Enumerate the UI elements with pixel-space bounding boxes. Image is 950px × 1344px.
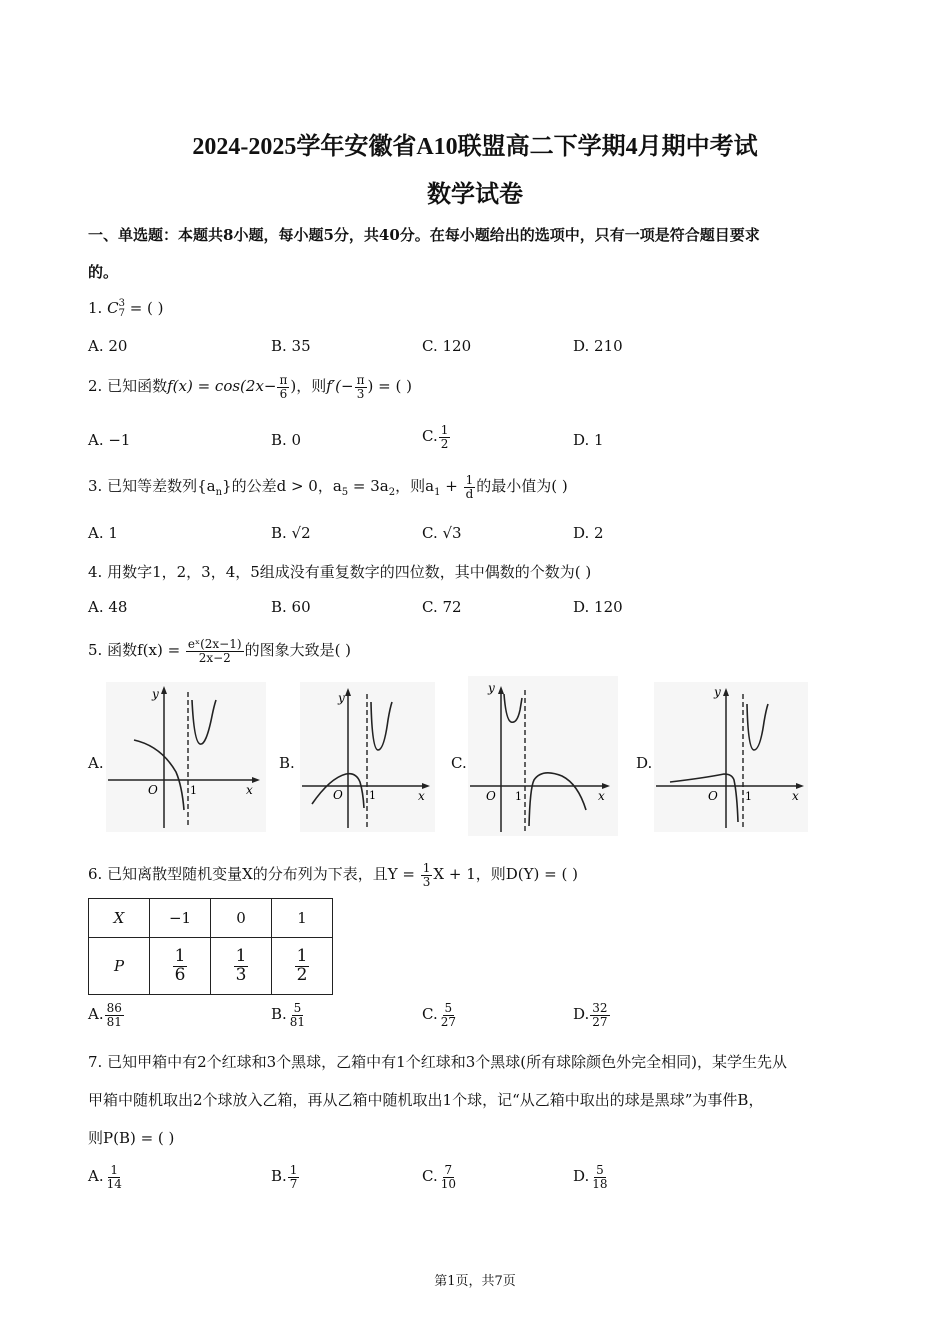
q6-option-c[interactable]: C. $\frac{5}{27}$	[422, 1001, 456, 1029]
q4-option-b[interactable]: B. 60	[271, 598, 311, 616]
q7-option-d[interactable]: D. $\frac{5}{18}$	[573, 1163, 608, 1191]
q1-option-d[interactable]: D. 210	[573, 337, 623, 355]
section-heading-line2: 的。	[88, 263, 119, 281]
graph-a-origin-label: O	[148, 783, 158, 797]
page-title: 2024-2025学年安徽省A10联盟高二下学期4月期中考试	[192, 134, 758, 160]
q6-option-a[interactable]: A. $\frac{86}{81}$	[88, 1001, 122, 1029]
table-header-value: 0	[211, 899, 272, 938]
graph-b	[300, 682, 435, 832]
graph-b-y-label: y	[338, 691, 345, 705]
question-5: 5. 函数f(x) = $\frac{\text{eˣ(2x−1)}}{2x-2}$ 的图象大致是( )	[88, 637, 352, 665]
q6-option-d[interactable]: D. $\frac{32}{27}$	[573, 1001, 608, 1029]
question-7-line2: 甲箱中随机取出2个球放入乙箱，再从乙箱中随机取出1个球，记“从乙箱中取出的球是黑球”为事件B，	[88, 1091, 764, 1109]
graph-c	[468, 676, 618, 836]
table-header-value: 1	[272, 899, 333, 938]
question-3: 3. 已知等差数列$\{a_n\}$的公差d > 0，$a_5 = 3a_2$，则$a_1$ + $\frac{1}{d}$ 的最小值为( )	[88, 473, 568, 501]
q4-option-a[interactable]: A. 48	[88, 598, 128, 616]
graph-c-y-label: y	[488, 681, 495, 695]
graph-a-x-label: x	[246, 783, 253, 797]
graph-a-one-label: 1	[190, 784, 197, 797]
q5-option-c[interactable]: C.	[451, 754, 467, 772]
section-heading-line1: 一、单选题：本题共8小题，每小题5分，共40分。在每小题给出的选项中，只有一项是符合题目要求	[88, 226, 760, 244]
graph-d-y-label: y	[714, 685, 721, 699]
table-cell: $\frac{1}{2}$	[272, 938, 333, 995]
page-subtitle: 数学试卷	[427, 182, 523, 208]
q3-option-a[interactable]: A. 1	[88, 524, 118, 542]
q2-option-c[interactable]: C. $\frac{1}{2}$	[422, 423, 449, 451]
question-2: 2. 已知函数f(x) = cos(2x− $\frac{\pi}{6}$ )，则f′(− $\frac{\pi}{3}$ ) = ( )	[88, 373, 412, 401]
graph-b-x-label: x	[418, 789, 425, 803]
graph-c-one-label: 1	[515, 790, 522, 803]
graph-b-origin-label: O	[333, 788, 343, 802]
q5-option-a[interactable]: A.	[88, 754, 104, 772]
q7-option-b[interactable]: B. $\frac{1}{7}$	[271, 1163, 298, 1191]
q1-option-a[interactable]: A. 20	[88, 337, 128, 355]
graph-d-origin-label: O	[708, 789, 718, 803]
graph-b-one-label: 1	[369, 789, 376, 802]
graph-d-x-label: x	[792, 789, 799, 803]
graph-c-origin-label: O	[486, 789, 496, 803]
table-header-x: X	[89, 899, 150, 938]
q7-option-a[interactable]: A. $\frac{1}{14}$	[88, 1163, 122, 1191]
question-6: 6. 已知离散型随机变量X的分布列为下表，且Y = $\frac{1}{3}$ X + 1，则D(Y) = ( )	[88, 861, 578, 889]
table-cell: $\frac{1}{3}$	[211, 938, 272, 995]
graph-c-x-label: x	[598, 789, 605, 803]
q7-option-c[interactable]: C. $\frac{7}{10}$	[422, 1163, 456, 1191]
graph-d-one-label: 1	[745, 790, 752, 803]
table-cell: $\frac{1}{6}$	[150, 938, 211, 995]
q5-option-b[interactable]: B.	[279, 754, 295, 772]
q2-option-d[interactable]: D. 1	[573, 431, 604, 449]
q3-option-c[interactable]: C. √3	[422, 524, 462, 542]
q3-option-b[interactable]: B. √2	[271, 524, 311, 542]
q1-option-b[interactable]: B. 35	[271, 337, 311, 355]
q4-option-d[interactable]: D. 120	[573, 598, 623, 616]
q3-option-d[interactable]: D. 2	[573, 524, 604, 542]
question-1: 1. C 3 7 = ( )	[88, 298, 164, 319]
q5-option-d[interactable]: D.	[636, 754, 653, 772]
question-7-line1: 7. 已知甲箱中有2个红球和3个黑球，乙箱中有1个红球和3个黑球(所有球除颜色外完全相同)，某学生先从	[88, 1053, 787, 1071]
question-7-line3: 则P(B) = ( )	[88, 1129, 175, 1147]
graph-a	[106, 682, 266, 832]
table-row-label-p: P	[89, 938, 150, 995]
q2-option-b[interactable]: B. 0	[271, 431, 302, 449]
page-footer: 第1页，共7页	[434, 1274, 516, 1289]
q1-option-c[interactable]: C. 120	[422, 337, 472, 355]
question-4: 4. 用数字1，2，3，4，5组成没有重复数字的四位数，其中偶数的个数为( )	[88, 563, 592, 581]
graph-d	[654, 682, 808, 832]
q6-option-b[interactable]: B. $\frac{5}{81}$	[271, 1001, 306, 1029]
graph-a-y-label: y	[152, 687, 159, 701]
table-header-value: −1	[150, 899, 211, 938]
q4-option-c[interactable]: C. 72	[422, 598, 462, 616]
q2-option-a[interactable]: A. −1	[88, 431, 131, 449]
distribution-table	[88, 898, 333, 995]
